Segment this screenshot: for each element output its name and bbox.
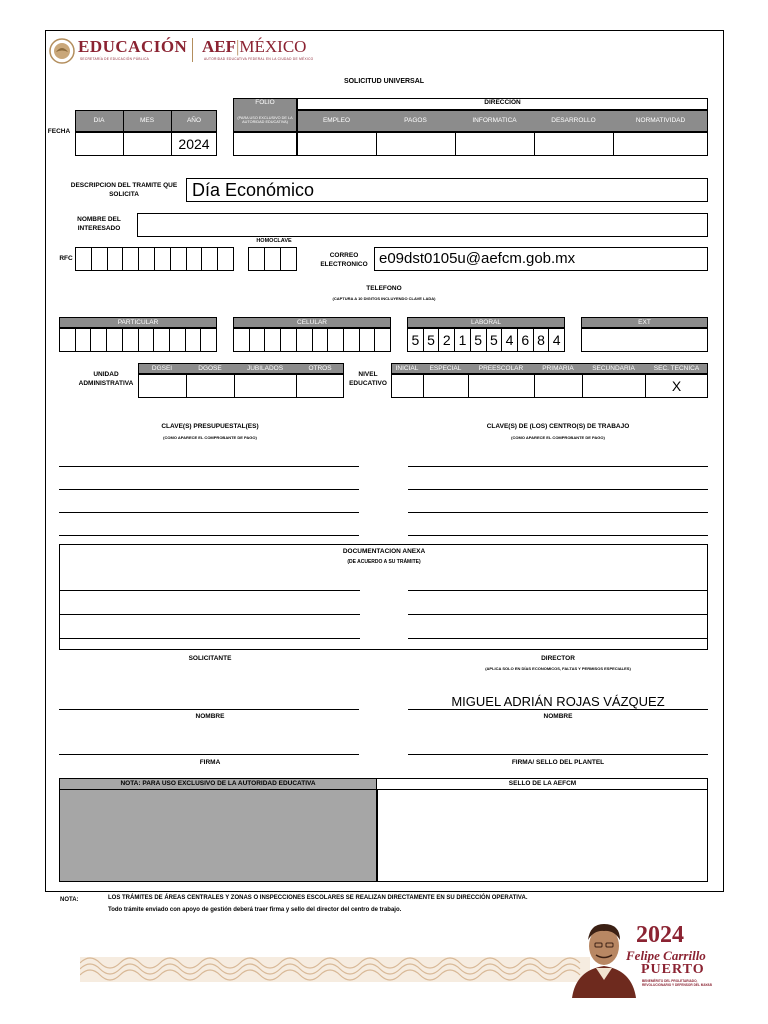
nivel-sec-tecnica-mark[interactable]: X [645,374,708,398]
documentacion-line[interactable] [408,638,707,639]
direccion-option: NORMATIVIDAD [635,117,686,125]
fecha-dia-header: DIA [93,117,105,125]
rfc-cell[interactable] [202,248,218,270]
documentacion-note: (DE ACUERDO A SU TRÁMITE) [347,559,421,565]
homoclave-label: HOMOCLAVE [256,238,292,244]
homoclave-cells [249,248,296,270]
direccion-option: DESARROLLO [551,117,596,125]
tel-cell[interactable] [201,329,216,351]
solicitante-firma-line[interactable] [59,754,359,755]
rfc-label: RFC [59,255,73,262]
tel-cell[interactable] [154,329,170,351]
tel-cell[interactable] [91,329,107,351]
brand-place: PUERTO [641,962,705,977]
aef-logo-text [202,37,306,57]
unidad-option: DGSEI [151,364,173,372]
nivel-option: INICIAL [395,364,419,372]
tel-cell[interactable] [123,329,139,351]
documentacion-line[interactable] [60,638,360,639]
tel-laboral-field[interactable] [407,328,565,352]
tel-ext-header: EXT [581,317,708,328]
clave-centro-line[interactable] [408,489,708,490]
nivel-option: ESPECIAL [429,364,462,372]
tel-cell[interactable] [313,329,329,351]
tel-cell[interactable] [265,329,281,351]
tel-cell[interactable] [250,329,266,351]
direccion-option: PAGOS [404,117,427,125]
clave-centro-note: (COMO APARECE EL COMPROBANTE DE PAGO) [511,435,605,440]
sep-logo [48,36,76,66]
rfc-cell[interactable] [139,248,155,270]
correo-label: CORREO ELECTRONICO [320,252,368,268]
unidad-option: JUBILADOS [246,364,284,372]
fecha-anio-header: AÑO [186,117,202,125]
tel-laboral-digit[interactable]: 1 [455,329,471,351]
footer-nota-line1: LOS TRÁMITES DE ÁREAS CENTRALES Y ZONAS O INSPECCIONES ESCOLARES SE REALIZAN DIRECTAMENTE EN SU DIRECCIÓN OPERATIVA. [108,895,528,901]
telefono-note: (CAPTURA A 10 DIGITOS INCLUYENDO CLAVE LADA) [332,296,436,301]
nivel-option: SECUNDARIA [592,364,635,372]
brand-name: Felipe Carrillo [626,948,706,963]
tel-laboral-digit[interactable]: 5 [408,329,424,351]
rfc-cells [76,248,233,270]
director-firma-label: FIRMA/ SELLO DEL PLANTEL [511,759,605,766]
decorative-band [80,957,590,982]
fecha-label: FECHA [47,128,71,135]
tel-cell[interactable] [170,329,186,351]
clave-presupuestal-note: (COMO APARECE EL COMPROBANTE DE PAGO) [163,435,257,440]
fecha-anio-field[interactable]: 2024 [171,132,217,156]
rfc-cell[interactable] [171,248,187,270]
correo-field[interactable]: e09dst0105u@aefcm.gob.mx [374,247,708,271]
director-note: (APLICA SOLO EN DÍAS ECONOMICOS, FALTAS Y PERMISOS ESPECIALES) [485,666,631,671]
clave-centro-line[interactable] [408,466,708,467]
nivel-cell[interactable] [468,374,535,398]
tel-particular-cells [60,329,216,351]
aef-logo-b: MÉXICO [239,37,307,56]
rfc-cell[interactable] [123,248,139,270]
autoridad-sello-field [377,789,708,882]
tel-cell[interactable] [297,329,313,351]
tel-laboral-digit[interactable]: 5 [424,329,440,351]
nivel-cell[interactable] [582,374,646,398]
homoclave-field[interactable] [248,247,297,271]
autoridad-sello-label: SELLO DE LA AEFCM [508,780,577,787]
autoridad-nota-panel [59,778,377,882]
aef-logo-a: AEF [202,37,236,56]
tel-laboral-digit[interactable]: 2 [439,329,455,351]
director-label: DIRECTOR [541,655,575,662]
documentacion-label: DOCUMENTACION ANEXA [342,548,426,555]
fecha-mes-field[interactable] [123,132,172,156]
tel-cell[interactable] [234,329,250,351]
unidad-cell[interactable] [186,374,235,398]
tel-particular-header: PARTICULAR [59,317,217,328]
clave-presupuestal-line[interactable] [59,466,359,467]
solicitante-label: SOLICITANTE [188,655,232,662]
tel-cell[interactable] [360,329,376,351]
direccion-label: DIRECCION [484,99,521,106]
tel-laboral-digit[interactable]: 4 [552,332,561,348]
educacion-logo-subtext: SECRETARÍA DE EDUCACIÓN PÚBLICA [80,57,150,61]
clave-presupuestal-label: CLAVE(S) PRESUPUESTAL(ES) [161,423,259,430]
clave-centro-line[interactable] [408,535,708,536]
aef-logo-subtext: AUTORIDAD EDUCATIVA FEDERAL EN LA CIUDAD DE MÉXICO [204,57,314,61]
tel-cell[interactable] [76,329,92,351]
unidad-option: DGOSE [198,364,222,372]
solicitante-nombre-label: NOMBRE [195,713,225,720]
unidad-option: OTROS [308,364,332,372]
direccion-cell[interactable] [613,132,708,156]
unidad-cell[interactable] [234,374,297,398]
tel-particular-field[interactable] [59,328,217,352]
direccion-option: INFORMATICA [472,117,517,125]
tel-laboral-cells [408,329,564,351]
unidad-cell[interactable] [138,374,187,398]
interesado-field[interactable] [137,213,708,237]
tel-celular-cells [234,329,390,351]
rfc-cell[interactable] [108,248,124,270]
tel-celular-header: CELULAR [233,317,391,328]
documentacion-line[interactable] [408,614,707,615]
clave-centro-line[interactable] [408,512,708,513]
rfc-cell[interactable] [218,248,233,270]
solicitante-nombre-line[interactable] [59,709,359,710]
tel-laboral-digit[interactable]: 5 [471,329,487,351]
decorative-pattern-icon [80,957,590,982]
tel-cell[interactable] [375,329,390,351]
tel-cell[interactable] [107,329,123,351]
aef-logo-bar: | [236,37,240,56]
tel-cell[interactable] [344,329,360,351]
tel-celular-field[interactable] [233,328,391,352]
rfc-cell[interactable] [187,248,203,270]
tel-cell[interactable] [328,329,344,351]
tel-ext-field[interactable] [581,328,708,352]
homoclave-cell[interactable] [265,248,281,270]
interesado-label: NOMBRE DEL INTERESADO [77,216,121,232]
nivel-cell[interactable] [423,374,469,398]
folio-field [233,132,297,156]
director-firma-line[interactable] [408,754,708,755]
footer-nota-label: NOTA: [60,897,79,903]
footer-nota-line2: Todo trámite enviado con apoyo de gestión deberá traer firma y sello del director del centro de trabajo. [108,907,402,913]
director-nombre-line[interactable] [408,709,708,710]
telefono-label: TELEFONO [366,285,402,292]
homoclave-cell[interactable] [281,248,296,270]
brand-subtitle: BENEMÉRITO DEL PROLETARIADO, REVOLUCIONARIO Y DEFENSOR DEL MAYAB [642,979,712,987]
nivel-option: SEC. TECNICA [653,364,700,372]
brand-year: 2024 [636,922,684,948]
solicitante-firma-label: FIRMA [199,759,221,766]
documentacion-line[interactable] [60,614,360,615]
unidad-label: UNIDAD ADMINISTRATIVA [78,371,134,387]
tramite-field[interactable]: Día Económico [186,178,708,202]
tel-laboral-digit[interactable]: 4 [502,329,518,351]
nivel-label: NIVEL EDUCATIVO [349,371,387,387]
tel-cell[interactable] [186,329,202,351]
nivel-cell[interactable] [391,374,424,398]
folio-note: (PARA USO EXCLUSIVO DE LA AUTORIDAD EDUCATIVA) [237,115,293,124]
direccion-cell[interactable] [534,132,614,156]
rfc-field[interactable] [75,247,234,271]
clave-presupuestal-line[interactable] [59,535,359,536]
rfc-cell[interactable] [92,248,108,270]
clave-centro-label: CLAVE(S) DE (LOS) CENTRO(S) DE TRABAJO [486,423,630,430]
nivel-option: PRIMARIA [542,364,574,372]
direccion-cell[interactable] [376,132,456,156]
form-title: SOLICITUD UNIVERSAL [343,78,425,85]
clave-presupuestal-line[interactable] [59,489,359,490]
tel-cell[interactable] [60,329,76,351]
rfc-cell[interactable] [155,248,171,270]
homoclave-cell[interactable] [249,248,265,270]
director-nombre-value: MIGUEL ADRIÁN ROJAS VÁZQUEZ [451,694,665,709]
eagle-seal-icon [48,36,76,66]
tel-laboral-digit[interactable]: 8 [534,329,550,351]
tel-laboral-digit[interactable]: 5 [487,329,503,351]
direccion-cell[interactable] [297,132,377,156]
folio-label: FOLIO [255,99,275,107]
documentacion-line[interactable] [408,590,707,591]
educacion-logo-text: EDUCACIÓN [78,37,188,56]
tel-cell[interactable] [139,329,155,351]
documentacion-line[interactable] [60,590,360,591]
rfc-cell[interactable] [76,248,92,270]
nivel-cell[interactable] [534,374,583,398]
logo-divider [192,38,193,62]
tel-laboral-digit[interactable]: 6 [518,329,534,351]
director-nombre-label: NOMBRE [543,713,573,720]
tel-laboral-header: LABORAL [407,317,565,328]
tel-cell[interactable] [281,329,297,351]
nivel-option: PREESCOLAR [478,364,524,372]
direccion-option: EMPLEO [322,117,351,125]
fecha-dia-field[interactable] [75,132,124,156]
direccion-cell[interactable] [455,132,535,156]
autoridad-nota-label: NOTA: PARA USO EXCLUSIVO DE LA AUTORIDAD EDUCATIVA [120,780,316,787]
unidad-cell[interactable] [296,374,344,398]
tramite-label: DESCRIPCION DEL TRAMITE QUE SOLICITA [70,182,178,198]
fecha-mes-header: MES [139,117,155,125]
clave-presupuestal-line[interactable] [59,512,359,513]
